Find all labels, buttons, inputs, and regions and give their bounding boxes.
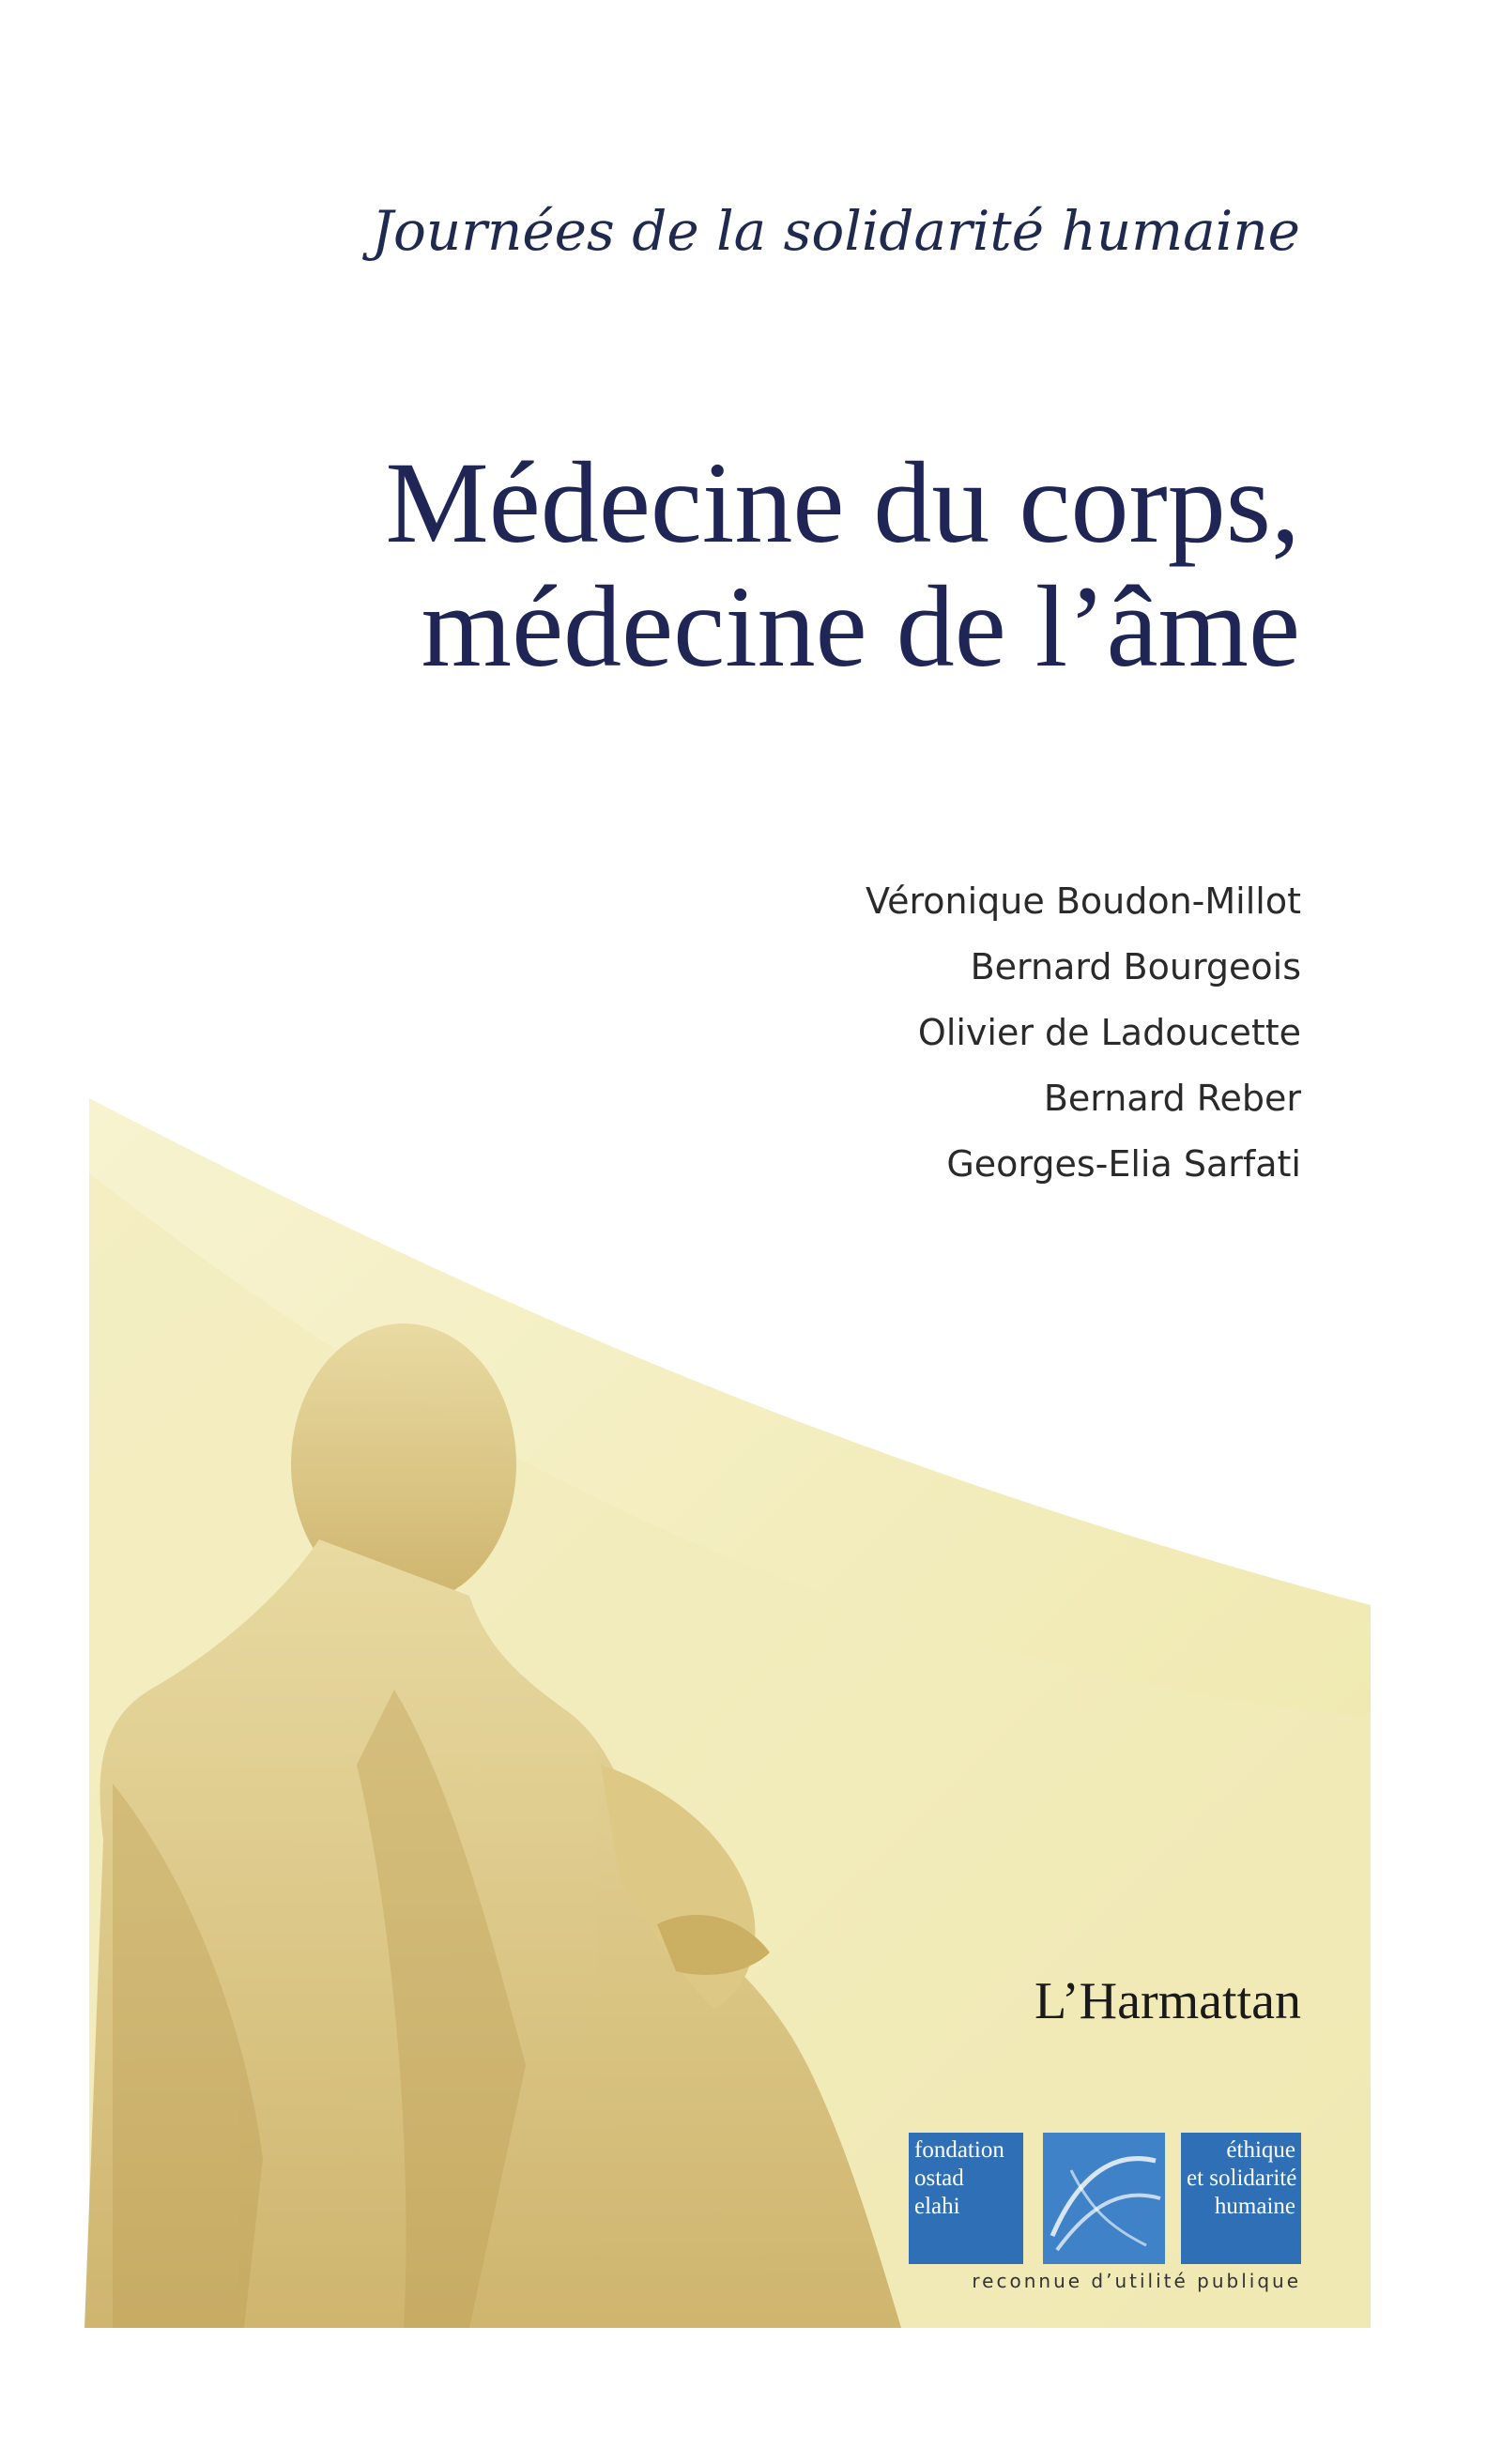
foundation-name-line: elahi xyxy=(914,2194,960,2219)
foundation-mission-line: humaine xyxy=(1214,2194,1295,2219)
foundation-name-line: ostad xyxy=(914,2166,964,2191)
foundation-tagline: reconnue d’utilité publique xyxy=(972,2270,1301,2292)
foundation-mission-line: éthique xyxy=(1226,2137,1295,2163)
author-name: Véronique Boudon-Millot xyxy=(866,880,1301,922)
publisher-logo: L’Harmattan xyxy=(1034,1972,1301,2030)
book-title xyxy=(225,438,1300,691)
book-title-line-2: médecine de l’âme xyxy=(421,562,1300,691)
author-name: Georges-Elia Sarfati xyxy=(946,1143,1301,1185)
foundation-mission-line: et solidarité xyxy=(1187,2166,1297,2191)
foundation-emblem-icon xyxy=(1043,2133,1165,2264)
author-list xyxy=(657,868,1301,1197)
book-title-line-1: Médecine du corps, xyxy=(385,438,1300,567)
foundation-mission-block xyxy=(1181,2133,1301,2264)
series-title: Journées de la solidarité humaine xyxy=(371,199,1300,263)
foundation-name-block xyxy=(909,2133,1023,2264)
author-name: Olivier de Ladoucette xyxy=(917,1012,1301,1053)
foundation-logo xyxy=(909,2133,1301,2264)
author-name: Bernard Bourgeois xyxy=(970,946,1301,987)
foundation-name-line: fondation xyxy=(914,2137,1004,2163)
author-name: Bernard Reber xyxy=(1043,1078,1301,1119)
